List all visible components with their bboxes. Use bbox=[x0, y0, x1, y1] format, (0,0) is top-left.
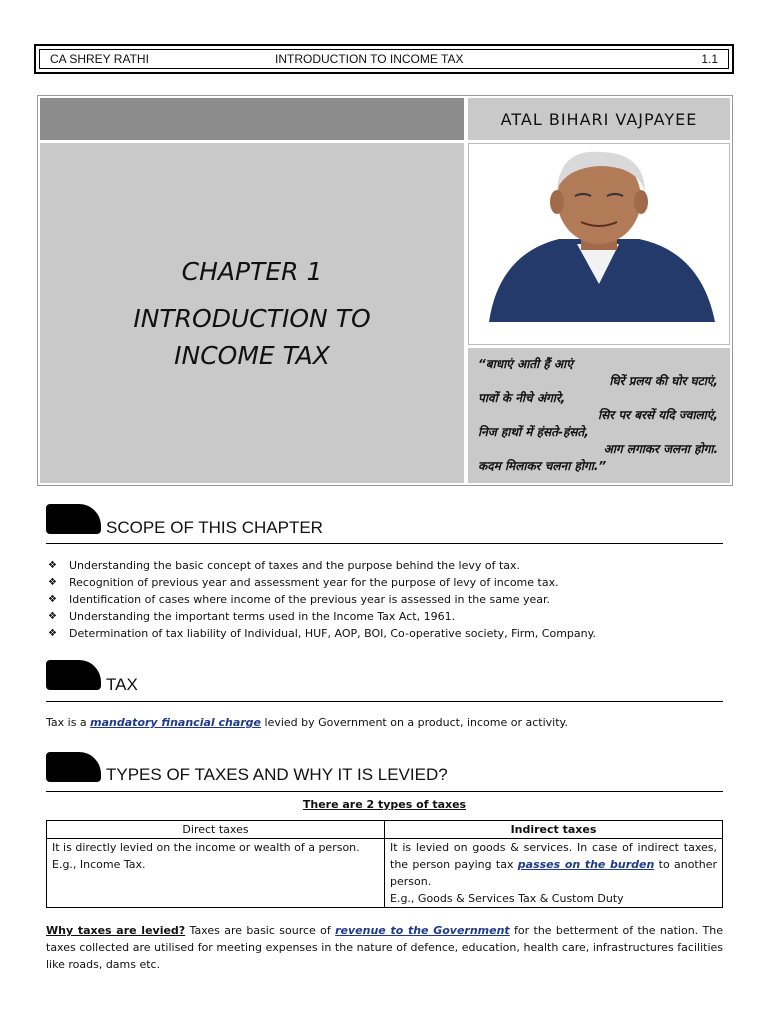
tax-types-table bbox=[46, 820, 723, 908]
why-highlight: revenue to the Government bbox=[335, 924, 510, 937]
header-page-number: 1.1 bbox=[701, 52, 718, 66]
portrait-photo bbox=[468, 143, 730, 345]
list-item: ❖ Recognition of previous year and assessment year for the purpose of levy of income tax. bbox=[46, 574, 596, 591]
tax-highlight: mandatory financial charge bbox=[90, 716, 262, 729]
cover-top-band bbox=[40, 98, 464, 140]
list-item: ❖ Understanding the important terms used in the Income Tax Act, 1961. bbox=[46, 608, 596, 625]
section-tab-icon bbox=[46, 504, 101, 534]
direct-tax-example: E.g., Income Tax. bbox=[52, 858, 146, 871]
section-tab-icon bbox=[46, 660, 101, 690]
indirect-text: to another person. bbox=[390, 858, 717, 888]
indirect-tax-description bbox=[390, 839, 717, 890]
table-title: There are 2 types of taxes bbox=[302, 798, 467, 811]
direct-tax-cell bbox=[47, 839, 385, 908]
column-header-indirect: Indirect taxes bbox=[385, 821, 723, 839]
column-header-direct: Direct taxes bbox=[47, 821, 385, 839]
table-header-row bbox=[47, 821, 723, 839]
types-heading: TYPES OF TAXES AND WHY IT IS LEVIED? bbox=[106, 765, 448, 784]
poem-line: आग लगाकर जलना होगा. bbox=[603, 442, 718, 456]
scope-list bbox=[46, 557, 596, 642]
section-divider bbox=[46, 543, 723, 544]
tax-heading: TAX bbox=[106, 675, 138, 694]
indirect-tax-cell bbox=[385, 839, 723, 908]
section-tab-icon bbox=[46, 752, 101, 782]
tax-section-heading bbox=[46, 658, 723, 704]
tax-text: levied by Government on a product, income or activity. bbox=[261, 716, 568, 729]
why-text: for the betterment of the nation. The taxes collected are utilised for meeting expenses in the nature of defence, education, health care, infrastructures facilities like roads, dams etc. bbox=[46, 924, 723, 971]
list-item: ❖ Determination of tax liability of Individual, HUF, AOP, BOI, Co-operative society, Firm, Company. bbox=[46, 625, 596, 642]
poem-line: पावों के नीचे अंगारे, bbox=[478, 391, 566, 405]
tax-definition bbox=[46, 714, 723, 731]
list-item: ❖ Understanding the basic concept of taxes and the purpose behind the levy of tax. bbox=[46, 557, 596, 574]
hindi-poem bbox=[468, 348, 730, 483]
poem-line: सिर पर बरसें यदि ज्वालाएं, bbox=[598, 408, 718, 422]
table-row bbox=[47, 839, 723, 908]
direct-tax-description: It is directly levied on the income or wealth of a person. bbox=[52, 841, 360, 854]
types-section-heading bbox=[46, 750, 723, 794]
poem-line: निज हाथों में हंसते-हंसते, bbox=[478, 425, 589, 439]
indirect-tax-example: E.g., Goods & Services Tax & Custom Duty bbox=[390, 892, 624, 905]
section-divider bbox=[46, 701, 723, 702]
indirect-text: It is levied on goods & services. In case of indirect taxes, the person paying tax bbox=[390, 841, 717, 871]
person-name: ATAL BIHARI VAJPAYEE bbox=[468, 98, 730, 140]
poem-line: कदम मिलाकर चलना होगा.” bbox=[478, 459, 607, 473]
scope-section-heading bbox=[46, 502, 723, 546]
chapter-title-line1: INTRODUCTION TO bbox=[133, 303, 371, 333]
why-label: Why taxes are levied? bbox=[46, 924, 186, 937]
chapter-label: CHAPTER 1 bbox=[181, 256, 323, 286]
portrait-illustration bbox=[469, 144, 729, 344]
page-header bbox=[34, 44, 734, 74]
tax-text: Tax is a bbox=[46, 716, 91, 729]
chapter-title-block bbox=[40, 143, 464, 483]
why-text: Taxes are basic source of bbox=[185, 924, 336, 937]
indirect-highlight: passes on the burden bbox=[517, 858, 655, 871]
scope-heading: SCOPE OF THIS CHAPTER bbox=[106, 518, 323, 537]
header-title: INTRODUCTION TO INCOME TAX bbox=[275, 52, 464, 66]
list-item: ❖ Identification of cases where income of the previous year is assessed in the same year. bbox=[46, 591, 596, 608]
poem-line: “बाधाएं आती हैं आएं bbox=[478, 357, 573, 371]
chapter-title-line2: INCOME TAX bbox=[174, 340, 330, 370]
poem-line: घिरें प्रलय की घोर घटाएं, bbox=[609, 374, 718, 388]
header-author: CA SHREY RATHI bbox=[50, 52, 149, 66]
section-divider bbox=[46, 791, 723, 792]
why-taxes-paragraph bbox=[46, 922, 723, 973]
